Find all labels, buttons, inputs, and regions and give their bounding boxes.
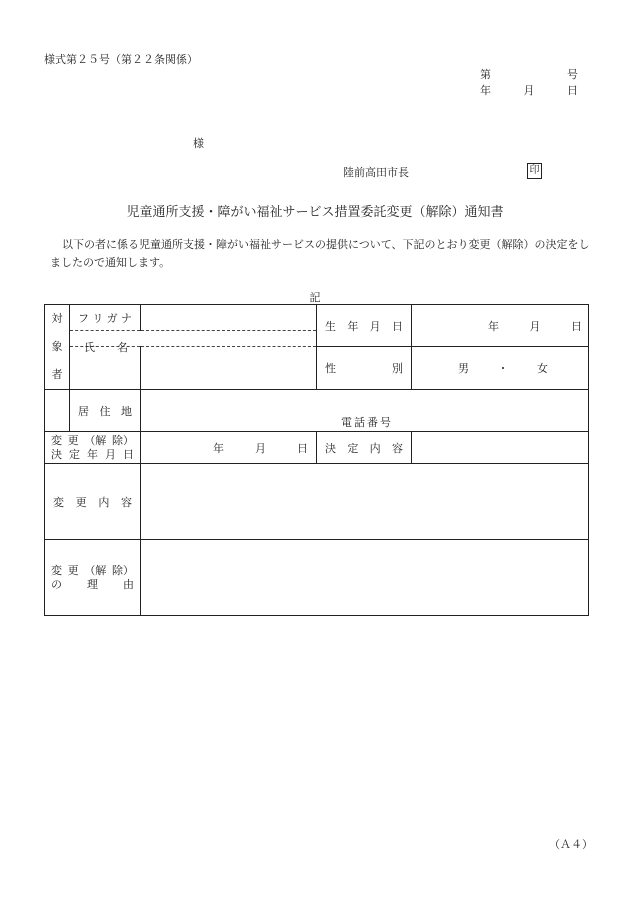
note-mark: 記 <box>309 291 321 304</box>
phone-label: 電話番号 <box>341 416 393 429</box>
doc-date-day: 日 <box>567 84 578 97</box>
body-text: 以下の者に係る児童通所支援・障がい福祉サービスの提供について、下記のとおり変更（解除）の決定をしましたので通知します。 <box>50 238 590 269</box>
subject-label: 対 象 者 <box>45 305 70 390</box>
addressee: 様 <box>193 137 204 150</box>
doc-date-month: 月 <box>523 84 535 97</box>
gender-field[interactable]: 男 ・ 女 <box>412 347 589 390</box>
seal-mark: 印 <box>527 163 542 179</box>
doc-number-suffix: 号 <box>567 68 578 81</box>
address-label: 居 住 地 <box>70 390 141 432</box>
notice-form-table <box>44 304 589 616</box>
doc-number-prefix: 第 <box>480 68 491 81</box>
form-number: 様式第２５号（第２２条関係） <box>44 53 198 66</box>
document-title: 児童通所支援・障がい福祉サービス措置委託変更（解除）通知書 <box>126 205 504 220</box>
name-field[interactable] <box>141 347 317 390</box>
reason-label: 変 更 （解 除） の 理 由 <box>45 540 141 616</box>
page-size-label: （Ａ４） <box>549 838 593 851</box>
change-date-field[interactable]: 年 月 日 <box>141 432 317 464</box>
decision-field[interactable] <box>412 432 589 464</box>
document-date <box>480 82 578 98</box>
change-content-field[interactable] <box>141 464 589 540</box>
gender-label: 性 別 <box>317 347 412 390</box>
address-field[interactable] <box>141 390 589 432</box>
birth-date-field[interactable]: 年 月 日 <box>412 305 589 347</box>
name-label: 氏 名 <box>70 347 141 390</box>
decision-label: 決 定 内 容 <box>317 432 412 464</box>
subject-label-cont <box>45 390 70 432</box>
change-date-label: 変 更 （解 除） 決 定 年 月 日 <box>45 432 141 464</box>
birth-date-label: 生 年 月 日 <box>317 305 412 347</box>
change-content-label: 変 更 内 容 <box>45 464 141 540</box>
document-number <box>480 66 578 82</box>
issuer: 陸前高田市長 <box>343 166 409 179</box>
furigana-field[interactable] <box>141 305 317 331</box>
reason-field[interactable] <box>141 540 589 616</box>
furigana-label: フ リ ガ ナ <box>70 305 141 331</box>
doc-date-year: 年 <box>480 84 491 97</box>
